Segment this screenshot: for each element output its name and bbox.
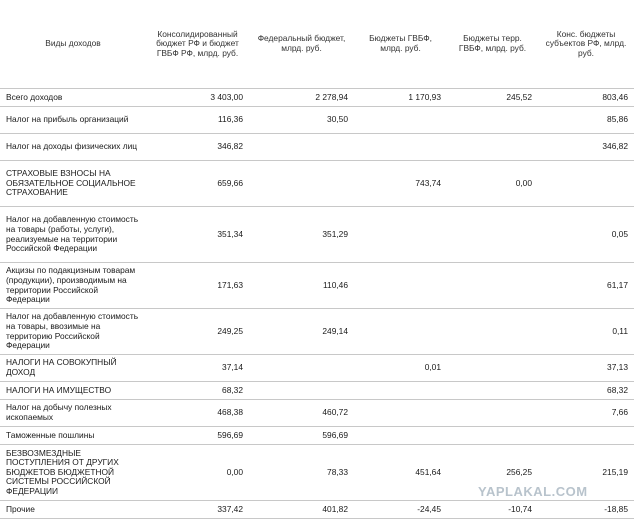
row-label: Всего доходов — [0, 89, 146, 107]
cell-value: 116,36 — [146, 107, 249, 134]
row-label: Налог на добавленную стоимость на товары, ввозимые на территорию Российской Федерации — [0, 309, 146, 355]
cell-value: 596,69 — [249, 427, 354, 445]
cell-value: 249,14 — [249, 309, 354, 355]
row-label: БЕЗВОЗМЕЗДНЫЕ ПОСТУПЛЕНИЯ ОТ ДРУГИХ БЮДЖЕТОВ БЮДЖЕТНОЙ СИСТЕМЫ РОССИЙСКОЙ ФЕДЕРАЦИИ — [0, 445, 146, 501]
header-row — [0, 0, 634, 89]
cell-value: 401,82 — [249, 501, 354, 519]
cell-value — [354, 207, 447, 263]
cell-value: 351,34 — [146, 207, 249, 263]
cell-value: 37,13 — [538, 355, 634, 382]
cell-value — [354, 382, 447, 400]
cell-value — [354, 107, 447, 134]
table-row — [0, 501, 634, 519]
cell-value — [447, 207, 538, 263]
cell-value: 2 278,94 — [249, 89, 354, 107]
header-federal: Федеральный бюджет, млрд. руб. — [257, 33, 346, 53]
table-row — [0, 355, 634, 382]
cell-value: 3 403,00 — [146, 89, 249, 107]
cell-value: 0,00 — [447, 161, 538, 207]
row-label: Акцизы по подакцизным товарам (продукции), производимым на территории Российской Федерации — [0, 263, 146, 309]
cell-value — [447, 382, 538, 400]
cell-value: 460,72 — [249, 400, 354, 427]
table-row — [0, 89, 634, 107]
cell-value: 68,32 — [538, 382, 634, 400]
cell-value: 171,63 — [146, 263, 249, 309]
cell-value — [447, 107, 538, 134]
table-row — [0, 107, 634, 134]
cell-value — [538, 427, 634, 445]
cell-value: 659,66 — [146, 161, 249, 207]
table-row — [0, 309, 634, 355]
cell-value — [249, 161, 354, 207]
table-row — [0, 382, 634, 400]
cell-value — [249, 355, 354, 382]
row-label: Налог на добавленную стоимость на товары (работы, услуги), реализуемые на территории Российской Федерации — [0, 207, 146, 263]
cell-value: 351,29 — [249, 207, 354, 263]
cell-value — [249, 134, 354, 161]
cell-value — [354, 427, 447, 445]
cell-value: 110,46 — [249, 263, 354, 309]
cell-value: 468,38 — [146, 400, 249, 427]
cell-value — [249, 382, 354, 400]
header-subjects: Конс. бюджеты субъектов РФ, млрд. руб. — [545, 28, 627, 58]
table-row — [0, 134, 634, 161]
cell-value: 215,19 — [538, 445, 634, 501]
cell-value — [354, 400, 447, 427]
row-label: Таможенные пошлины — [0, 427, 146, 445]
cell-value — [538, 161, 634, 207]
cell-value: -10,74 — [447, 501, 538, 519]
row-label: СТРАХОВЫЕ ВЗНОСЫ НА ОБЯЗАТЕЛЬНОЕ СОЦИАЛЬНОЕ СТРАХОВАНИЕ — [0, 161, 146, 207]
cell-value: 245,52 — [447, 89, 538, 107]
cell-value: 346,82 — [146, 134, 249, 161]
row-label: Прочие — [0, 501, 146, 519]
cell-value: 1 170,93 — [354, 89, 447, 107]
cell-value: -18,85 — [538, 501, 634, 519]
cell-value: -24,45 — [354, 501, 447, 519]
cell-value — [447, 309, 538, 355]
cell-value — [447, 355, 538, 382]
cell-value — [354, 263, 447, 309]
table-row — [0, 207, 634, 263]
cell-value: 803,46 — [538, 89, 634, 107]
cell-value: 30,50 — [249, 107, 354, 134]
table-row — [0, 161, 634, 207]
header-income-type: Виды доходов — [45, 38, 101, 49]
cell-value: 0,00 — [146, 445, 249, 501]
cell-value: 68,32 — [146, 382, 249, 400]
cell-value: 0,01 — [354, 355, 447, 382]
table-row — [0, 427, 634, 445]
row-label: НАЛОГИ НА ИМУЩЕСТВО — [0, 382, 146, 400]
cell-value — [354, 134, 447, 161]
cell-value: 337,42 — [146, 501, 249, 519]
watermark-logo: YAPLAKAL.COM — [478, 484, 588, 499]
row-label: Налог на прибыль организаций — [0, 107, 146, 134]
cell-value: 0,05 — [538, 207, 634, 263]
cell-value: 451,64 — [354, 445, 447, 501]
cell-value — [447, 400, 538, 427]
cell-value — [447, 427, 538, 445]
header-gvbf: Бюджеты ГВБФ, млрд. руб. — [369, 33, 432, 53]
header-consolidated: Консолидированный бюджет РФ и бюджет ГВБФ РФ, млрд. руб. — [156, 28, 239, 58]
cell-value: 7,66 — [538, 400, 634, 427]
cell-value: 596,69 — [146, 427, 249, 445]
header-terr-gvbf: Бюджеты терр. ГВБФ, млрд. руб. — [458, 33, 527, 53]
row-label: НАЛОГИ НА СОВОКУПНЫЙ ДОХОД — [0, 355, 146, 382]
cell-value: 346,82 — [538, 134, 634, 161]
cell-value: 0,11 — [538, 309, 634, 355]
cell-value — [447, 263, 538, 309]
table-row — [0, 400, 634, 427]
cell-value — [447, 134, 538, 161]
row-label: Налог на добычу полезных ископаемых — [0, 400, 146, 427]
cell-value: 743,74 — [354, 161, 447, 207]
cell-value: 61,17 — [538, 263, 634, 309]
cell-value: 249,25 — [146, 309, 249, 355]
table-row — [0, 263, 634, 309]
cell-value — [354, 309, 447, 355]
cell-value: 78,33 — [249, 445, 354, 501]
cell-value: 37,14 — [146, 355, 249, 382]
row-label: Налог на доходы физических лиц — [0, 134, 146, 161]
cell-value: 85,86 — [538, 107, 634, 134]
cell-value: 256,25 — [447, 445, 538, 501]
